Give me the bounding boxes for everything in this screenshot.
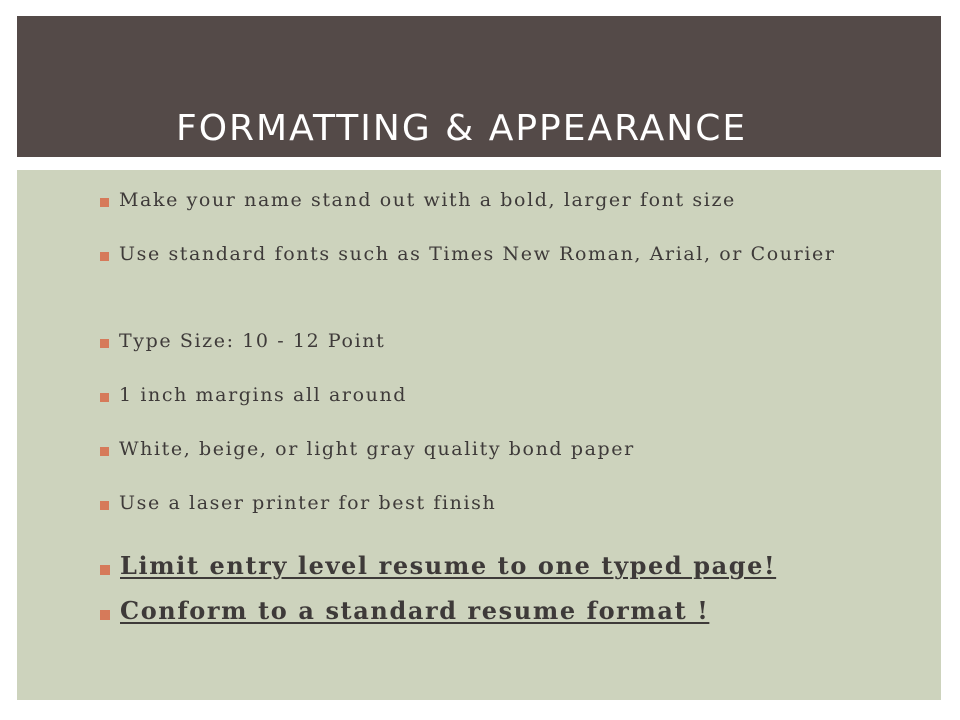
bullet-item — [100, 189, 736, 216]
bullet-item — [100, 330, 386, 357]
square-bullet-icon — [100, 610, 110, 620]
square-bullet-icon — [100, 339, 109, 348]
bullet-item — [100, 438, 635, 465]
bullet-item — [100, 492, 497, 519]
emphasis-bullet-item — [100, 551, 777, 582]
square-bullet-icon — [100, 252, 109, 261]
bullet-text: Use standard fonts such as Times New Roman, Arial, or Courier — [119, 243, 836, 265]
bullet-text: White, beige, or light gray quality bond paper — [119, 438, 635, 460]
emphasis-bullet-text: Limit entry level resume to one typed page! — [120, 551, 777, 580]
bullet-item — [100, 384, 408, 411]
square-bullet-icon — [100, 565, 110, 575]
square-bullet-icon — [100, 447, 109, 456]
bullet-text: Type Size: 10 - 12 Point — [119, 330, 386, 352]
square-bullet-icon — [100, 393, 109, 402]
square-bullet-icon — [100, 501, 109, 510]
square-bullet-icon — [100, 198, 109, 207]
bullet-text: Use a laser printer for best finish — [119, 492, 497, 514]
bullet-text: 1 inch margins all around — [119, 384, 408, 406]
bullet-text: Make your name stand out with a bold, larger font size — [119, 189, 736, 211]
emphasis-bullet-text: Conform to a standard resume format ! — [120, 596, 710, 625]
bullet-item — [100, 243, 890, 270]
slide-title: FORMATTING & APPEARANCE — [176, 108, 748, 149]
emphasis-bullet-item — [100, 596, 710, 627]
